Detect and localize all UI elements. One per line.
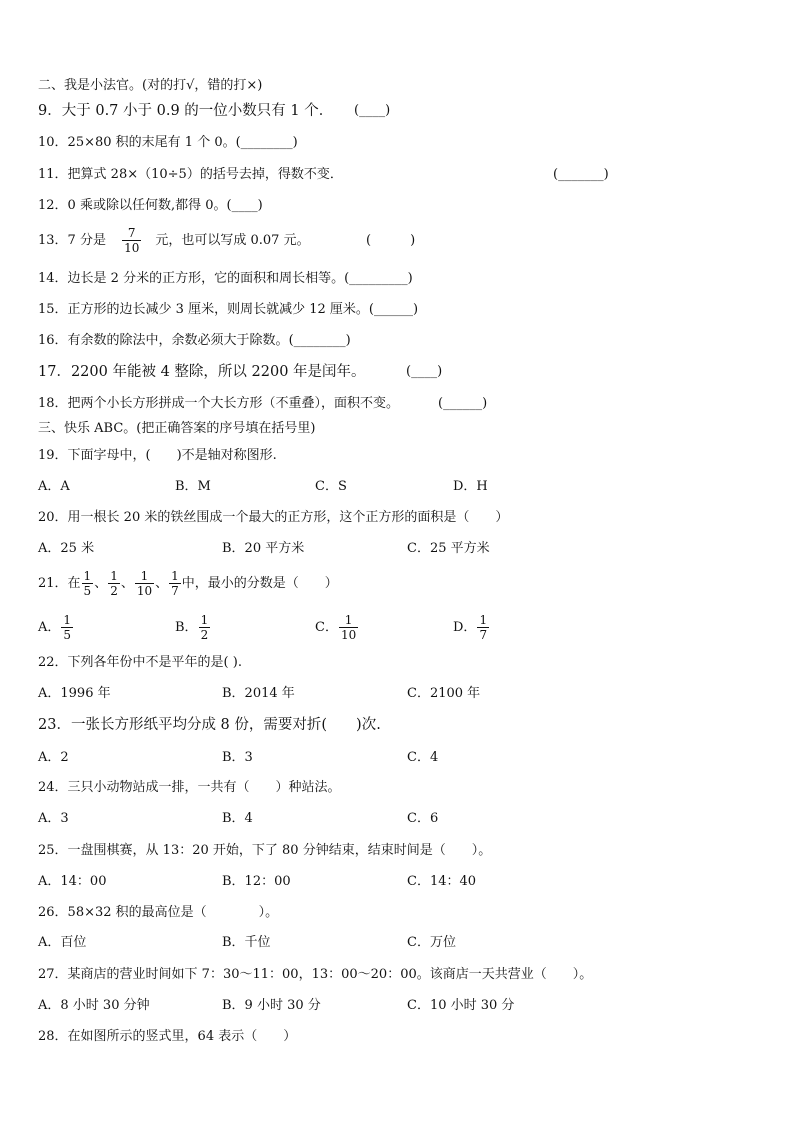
question-19-stem: 19．下面字母中，( )不是轴对称图形. xyxy=(38,448,277,463)
q19-option-a[interactable]: A．A xyxy=(38,479,70,494)
stem-fraction-1-5 xyxy=(82,569,94,598)
option-fraction xyxy=(61,613,73,642)
option-fraction xyxy=(199,613,211,642)
fraction-numerator: 1 xyxy=(479,613,488,627)
q23-option-b[interactable]: B．3 xyxy=(222,750,253,765)
answer-blank-17[interactable]: (____) xyxy=(406,364,443,379)
question-27-stem: 27．某商店的营业时间如下 7：30～11：00，13：00～20：00。该商店一天共营业（ ）。 xyxy=(38,967,593,982)
q27-option-a[interactable]: A．8 小时 30 分钟 xyxy=(38,998,150,1013)
answer-blank-10[interactable]: (________) xyxy=(235,135,298,150)
option-fraction xyxy=(339,613,358,642)
question-18 xyxy=(38,396,399,412)
question-23-stem: 23．一张长方形纸平均分成 8 份，需要对折( )次. xyxy=(38,717,381,733)
answer-blank-9[interactable]: (____) xyxy=(354,103,391,118)
question-text: 2200 年能被 4 整除，所以 2200 年是闰年。 xyxy=(70,364,366,380)
question-15 xyxy=(38,302,418,318)
question-12 xyxy=(38,198,263,214)
fraction-denominator: 10 xyxy=(124,241,140,255)
question-11 xyxy=(38,167,343,183)
question-24-stem: 24．三只小动物站成一排，一共有（ ）种站法。 xyxy=(38,780,341,795)
question-number: 13． xyxy=(38,233,68,248)
question-25-stem: 25．一盘围棋赛，从 13：20 开始，下了 80 分钟结束，结束时间是（ ）。 xyxy=(38,843,492,858)
question-text: 0 乘或除以任何数,都得 0。 xyxy=(67,198,227,213)
q26-option-b[interactable]: B．千位 xyxy=(222,935,271,950)
q25-option-a[interactable]: A．14：00 xyxy=(38,874,107,889)
fraction-numerator: 1 xyxy=(140,569,149,583)
option-label: B． xyxy=(175,620,198,635)
separator: 、 xyxy=(155,576,169,591)
question-text: 25×80 积的末尾有 1 个 0。 xyxy=(67,135,236,150)
q23-option-c[interactable]: C．4 xyxy=(407,750,439,765)
question-text: 边长是 2 分米的正方形，它的面积和周长相等。 xyxy=(67,271,345,286)
q24-option-c[interactable]: C．6 xyxy=(407,811,439,826)
q20-option-c[interactable]: C．25 平方米 xyxy=(407,541,490,556)
question-text: 大于 0.7 小于 0.9 的一位小数只有 1 个． xyxy=(61,103,334,119)
question-text-pre: 7 分是 xyxy=(67,233,106,248)
q22-option-c[interactable]: C．2100 年 xyxy=(407,686,481,701)
q26-option-c[interactable]: C．万位 xyxy=(407,935,456,950)
option-label: D． xyxy=(453,620,477,635)
q19-option-d[interactable]: D．H xyxy=(453,479,488,494)
fraction-7-10 xyxy=(122,226,141,255)
question-number: 18． xyxy=(38,396,68,411)
q25-option-c[interactable]: C．14：40 xyxy=(407,874,477,889)
q21-option-b[interactable] xyxy=(175,610,211,646)
question-number: 14． xyxy=(38,271,68,286)
fraction-denominator: 2 xyxy=(200,628,209,642)
question-number: 9． xyxy=(38,103,62,119)
option-label: A． xyxy=(38,620,61,635)
separator: 、 xyxy=(120,576,134,591)
question-28-stem: 28．在如图所示的竖式里，64 表示（ ） xyxy=(38,1029,297,1044)
fraction-denominator: 5 xyxy=(63,628,72,642)
question-21-post: 中，最小的分数是（ ） xyxy=(181,576,338,591)
question-9 xyxy=(38,103,333,119)
fraction-numerator: 1 xyxy=(83,569,92,583)
q22-option-b[interactable]: B．2014 年 xyxy=(222,686,295,701)
fraction-denominator: 10 xyxy=(340,628,357,642)
q27-option-b[interactable]: B．9 小时 30 分 xyxy=(222,998,321,1013)
q24-option-a[interactable]: A．3 xyxy=(38,811,69,826)
fraction-numerator: 1 xyxy=(344,613,353,627)
question-21-pre: 21．在 xyxy=(38,576,81,591)
question-20-stem: 20．用一根长 20 米的铁丝围成一个最大的正方形，这个正方形的面积是（ ） xyxy=(38,510,509,525)
answer-blank-11[interactable]: (_______) xyxy=(553,167,609,182)
q27-option-c[interactable]: C．10 小时 30 分 xyxy=(407,998,515,1013)
question-10 xyxy=(38,135,298,151)
q21-option-a[interactable] xyxy=(38,610,74,646)
answer-blank-13[interactable]: ( ) xyxy=(366,233,416,248)
question-number: 15． xyxy=(38,302,68,317)
section-3-title: 三、快乐 ABC。(把正确答案的序号填在括号里) xyxy=(38,421,316,436)
q23-option-a[interactable]: A．2 xyxy=(38,750,69,765)
question-13 xyxy=(38,226,310,256)
question-text: 正方形的边长减少 3 厘米，则周长就减少 12 厘米。 xyxy=(67,302,369,317)
question-number: 17． xyxy=(38,364,71,380)
answer-blank-18[interactable]: (______) xyxy=(438,396,488,411)
fraction-denominator: 10 xyxy=(136,584,153,598)
question-number: 16． xyxy=(38,333,68,348)
question-14 xyxy=(38,271,413,287)
stem-fraction-1-10 xyxy=(135,569,154,598)
question-22-stem: 22．下列各年份中不是平年的是( ). xyxy=(38,655,242,670)
question-text-post: 元，也可以写成 0.07 元。 xyxy=(155,233,310,248)
fraction-numerator: 1 xyxy=(110,569,118,583)
stem-fraction-1-7 xyxy=(169,569,181,598)
q26-option-a[interactable]: A．百位 xyxy=(38,935,87,950)
answer-blank-16[interactable]: (________) xyxy=(288,333,351,348)
fraction-numerator: 1 xyxy=(63,613,72,627)
fraction-numerator: 1 xyxy=(171,569,179,583)
question-number: 12． xyxy=(38,198,68,213)
fraction-denominator: 2 xyxy=(110,584,118,598)
fraction-denominator: 7 xyxy=(479,628,488,642)
separator: 、 xyxy=(94,576,108,591)
answer-blank-15[interactable]: (______) xyxy=(368,302,419,317)
fraction-numerator: 7 xyxy=(127,226,136,240)
answer-blank-12[interactable]: (____) xyxy=(226,198,263,213)
q21-option-d[interactable] xyxy=(453,610,490,646)
question-number: 11． xyxy=(38,167,68,182)
q25-option-b[interactable]: B．12：00 xyxy=(222,874,291,889)
question-16 xyxy=(38,333,351,349)
fraction-numerator: 1 xyxy=(200,613,209,627)
q22-option-a[interactable]: A．1996 年 xyxy=(38,686,111,701)
question-17 xyxy=(38,364,366,380)
question-text: 把算式 28×（10÷5）的括号去掉，得数不变． xyxy=(67,167,343,182)
q20-option-b[interactable]: B．20 平方米 xyxy=(222,541,305,556)
question-21-stem xyxy=(38,566,338,602)
question-text: 把两个小长方形拼成一个大长方形（不重叠），面积不变。 xyxy=(67,396,400,411)
question-26-stem: 26．58×32 积的最高位是（ ）。 xyxy=(38,905,279,920)
q19-option-c[interactable]: C．S xyxy=(315,479,347,494)
answer-blank-14[interactable]: (_________) xyxy=(344,271,413,286)
option-label: C． xyxy=(315,620,338,635)
fraction-denominator: 5 xyxy=(83,584,92,598)
option-fraction xyxy=(477,613,489,642)
q21-option-c[interactable] xyxy=(315,610,359,646)
q20-option-a[interactable]: A．25 米 xyxy=(38,541,95,556)
fraction-denominator: 7 xyxy=(171,584,179,598)
question-number: 10． xyxy=(38,135,68,150)
section-2-title: 二、我是小法官。(对的打√，错的打×) xyxy=(38,78,263,93)
question-text: 有余数的除法中，余数必须大于除数。 xyxy=(67,333,289,348)
q24-option-b[interactable]: B．4 xyxy=(222,811,253,826)
q19-option-b[interactable]: B．M xyxy=(175,479,211,494)
stem-fraction-1-2 xyxy=(108,569,120,598)
